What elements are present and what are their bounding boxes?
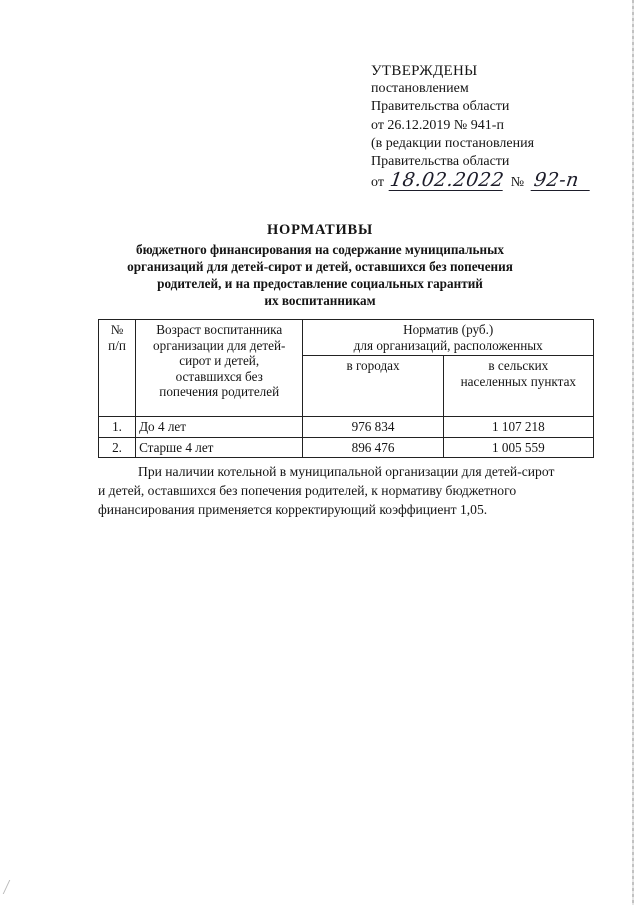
header-norm	[303, 320, 594, 356]
scan-corner-mark	[3, 880, 21, 894]
row-rural-value: 1 005 559	[443, 437, 593, 458]
header-age-line: Возраст воспитанника	[156, 322, 283, 337]
approval-line: постановлением	[371, 81, 469, 97]
header-rural	[443, 356, 593, 417]
approval-line: от 26.12.2019 № 941-п	[371, 117, 504, 133]
header-age-line: сирот и детей,	[179, 353, 260, 368]
header-norm-line: Норматив (руб.)	[403, 322, 494, 337]
sig-prefix: от	[371, 175, 384, 191]
row-rural-value: 1 107 218	[443, 417, 593, 438]
approval-line: (в редакции постановления	[371, 135, 535, 151]
row-age: До 4 лет	[136, 417, 303, 438]
paragraph-line: и детей, оставшихся без попечения родителей, к нормативу бюджетного	[98, 482, 517, 498]
subtitle-line: родителей, и на предоставление социальных гарантий	[157, 276, 483, 291]
subtitle-line: бюджетного финансирования на содержание муниципальных	[135, 242, 504, 257]
subtitle-line: их воспитанникам	[264, 293, 376, 308]
number-sign: №	[510, 175, 525, 191]
coefficient-paragraph	[98, 463, 594, 519]
paragraph-line: При наличии котельной в муниципальной организации для детей-сирот	[138, 464, 555, 479]
approval-heading: УТВЕРЖДЕНЫ	[371, 63, 478, 79]
approval-stamp-block	[371, 62, 590, 192]
header-age-line: организации для детей-	[153, 337, 286, 353]
header-norm-line: для организаций, расположенных	[353, 337, 543, 353]
approval-line: Правительства области	[371, 99, 510, 115]
scan-edge-artifact	[632, 0, 634, 905]
header-number-line: №	[110, 322, 124, 337]
table-header-row	[99, 320, 594, 356]
header-rural-line: в сельских	[488, 358, 549, 373]
header-age-line: попечения родителей	[159, 384, 280, 399]
row-cities-value: 896 476	[303, 437, 443, 458]
row-cities-value: 976 834	[303, 417, 443, 438]
row-number: 2.	[99, 437, 136, 458]
row-age: Старше 4 лет	[136, 437, 303, 458]
table-row	[99, 437, 594, 458]
table-row	[99, 417, 594, 438]
row-number: 1.	[99, 417, 136, 438]
header-cities: в городах	[303, 356, 443, 417]
norms-table	[98, 319, 594, 458]
paragraph-line: финансирования применяется корректирующий коэффициент 1,05.	[98, 501, 488, 517]
header-age-line: оставшихся без	[175, 368, 263, 384]
document-title: НОРМАТИВЫ	[266, 222, 374, 238]
document-subtitle	[100, 241, 540, 309]
handwritten-number: 92-п	[530, 171, 592, 191]
header-rural-line: населенных пунктах	[460, 373, 577, 389]
subtitle-line: организаций для детей-сирот и детей, оставшихся без попечения	[127, 259, 513, 274]
handwritten-date: 18.02.2022	[389, 169, 506, 192]
approval-line: Правительства области	[371, 154, 510, 170]
amendment-signature-line	[371, 171, 590, 192]
header-number-line: п/п	[108, 337, 126, 353]
document-title-block	[100, 222, 540, 309]
header-number	[99, 320, 136, 417]
header-age	[136, 320, 303, 417]
